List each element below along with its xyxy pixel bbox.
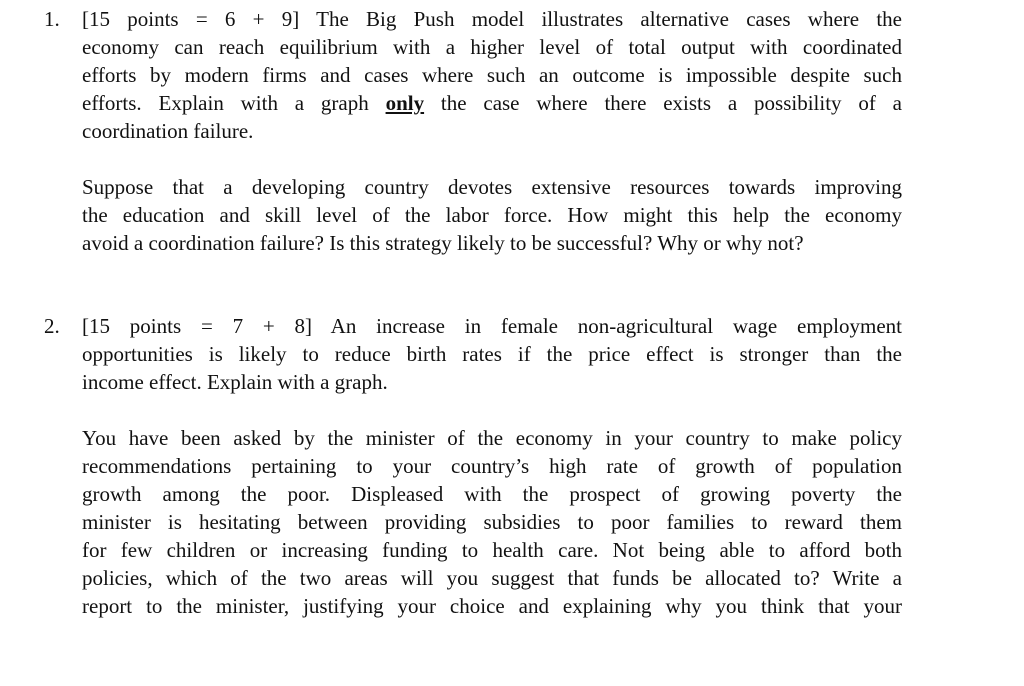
- text-line: [15 points = 6 + 9] The Big Push model illustrates alternative cases where the: [82, 7, 902, 31]
- question-1-paragraph-2: [82, 173, 902, 257]
- question-2-paragraph-2: [82, 424, 902, 620]
- text-segment: the case where there exists a possibility of a: [424, 91, 902, 115]
- question-1-paragraph-1: [82, 5, 902, 145]
- text-line: minister is hesitating between providing subsidies to poor families to reward them: [82, 510, 902, 534]
- text-line: economy can reach equilibrium with a higher level of total output with coordinated: [82, 35, 902, 59]
- text-line: policies, which of the two areas will you suggest that funds be allocated to? Write a: [82, 566, 902, 590]
- emphasis-only: only: [385, 91, 425, 115]
- question-number: 1.: [44, 7, 60, 31]
- text-line: growth among the poor. Displeased with the prospect of growing poverty the: [82, 482, 902, 506]
- text-segment: efforts. Explain with a graph: [82, 91, 386, 115]
- text-line: efforts by modern firms and cases where such an outcome is impossible despite such: [82, 63, 902, 87]
- text-line: opportunities is likely to reduce birth rates if the price effect is stronger than the: [82, 342, 902, 366]
- text-line: [15 points = 7 + 8] An increase in female non-agricultural wage employment: [82, 314, 902, 338]
- text-line: for few children or increasing funding to health care. Not being able to afford both: [82, 538, 902, 562]
- text-line: income effect. Explain with a graph.: [82, 370, 388, 394]
- text-line: You have been asked by the minister of the economy in your country to make policy: [82, 426, 902, 450]
- text-line: Suppose that a developing country devotes extensive resources towards improving: [82, 175, 902, 199]
- text-line: coordination failure.: [82, 119, 254, 143]
- text-line: the education and skill level of the labor force. How might this help the economy: [82, 203, 902, 227]
- text-line: report to the minister, justifying your choice and explaining why you think that your: [82, 594, 902, 618]
- text-line: avoid a coordination failure? Is this strategy likely to be successful? Why or why not?: [82, 231, 804, 255]
- text-line: recommendations pertaining to your country’s high rate of growth of population: [82, 454, 902, 478]
- text-line: [82, 89, 902, 117]
- question-2-paragraph-1: [82, 312, 902, 396]
- question-number: 2.: [44, 314, 60, 338]
